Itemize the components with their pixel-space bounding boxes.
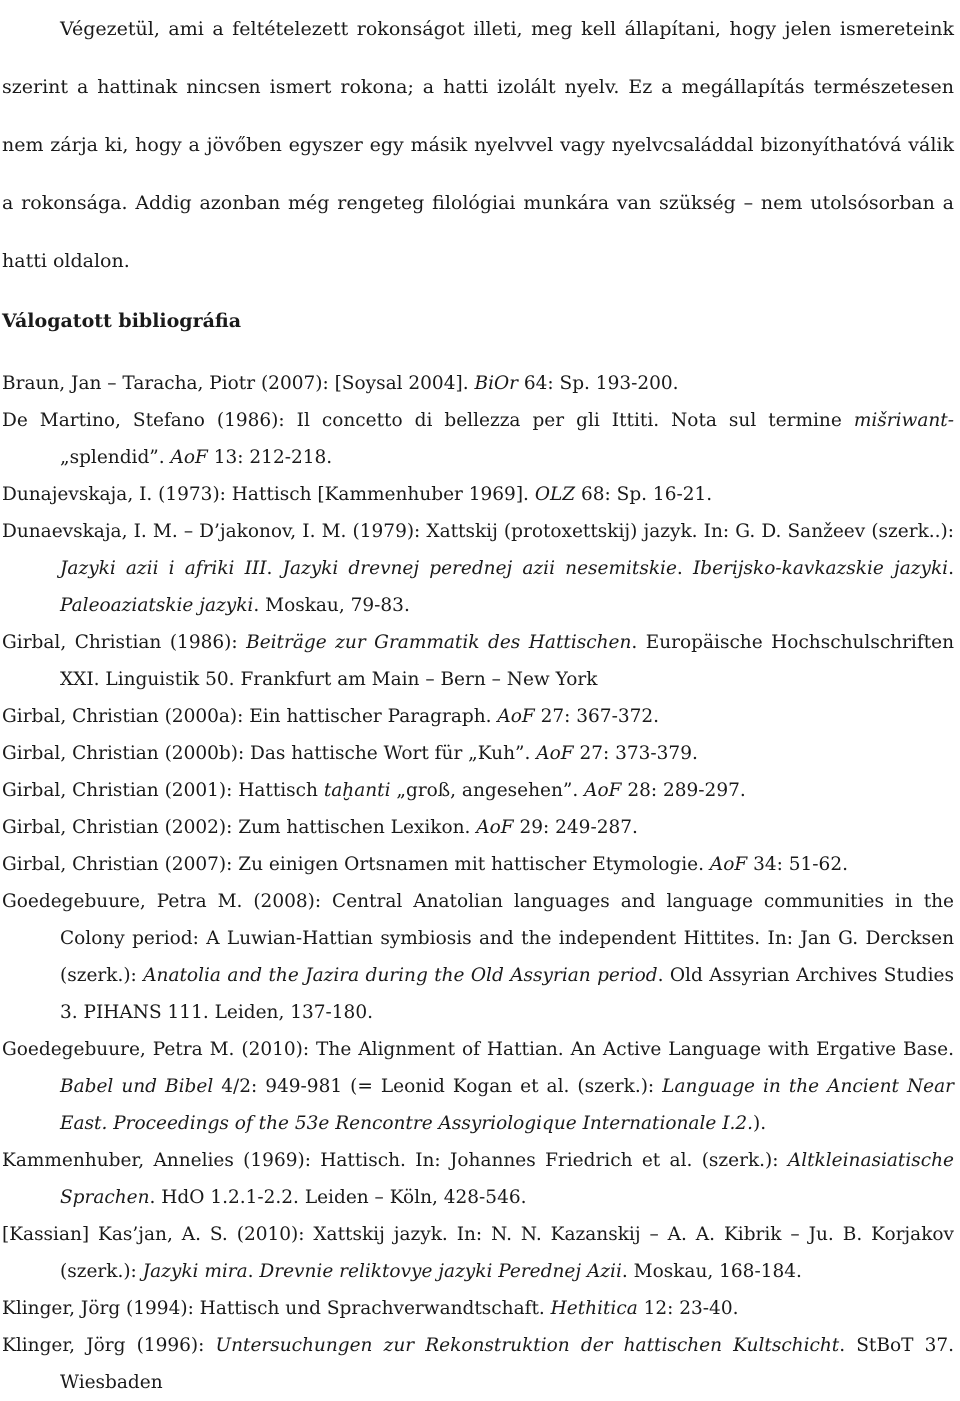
text-segment: . xyxy=(247,1261,260,1282)
text-segment: Girbal, Christian (1986): xyxy=(2,632,247,653)
bibliography-entry xyxy=(2,883,954,1031)
italic-title-segment: Altkleinasiatische Sprachen xyxy=(60,1150,954,1208)
bibliography-entry xyxy=(2,1031,954,1142)
italic-title-segment: BiOr xyxy=(474,373,518,394)
italic-title-segment: AoF xyxy=(536,743,574,764)
italic-title-segment: Hethitica xyxy=(550,1298,638,1319)
text-segment: Goedegebuure, Petra M. (2008): Central Anatolian languages and language communities in the Colony period: A Luwian-Hattian symbiosis and the independent Hittites. In: Jan G. Dercksen (szerk.): xyxy=(2,891,954,986)
text-segment: Girbal, Christian (2007): Zu einigen Ortsnamen mit hattischer Etymologie. xyxy=(2,854,710,875)
text-segment: 64: Sp. 193-200. xyxy=(518,373,679,394)
bibliography-entry xyxy=(2,698,954,735)
text-segment: 28: 289-297. xyxy=(621,780,746,801)
italic-title-segment: mišriwant- xyxy=(853,410,954,431)
italic-title-segment: Language in the Ancient Near East. Proceedings of the 53e Rencontre Assyriologique Internationale I.2. xyxy=(60,1076,954,1134)
italic-title-segment: Drevnie reliktovye jazyki Perednej Azii xyxy=(259,1261,622,1282)
text-segment: . HdO 1.2.1-2.2. Leiden – Köln, 428-546. xyxy=(149,1187,527,1208)
italic-title-segment: AoF xyxy=(709,854,748,875)
italic-title-segment: Anatolia and the Jazira during the Old Assyrian period xyxy=(143,965,658,986)
italic-title-segment: AoF xyxy=(584,780,622,801)
intro-paragraph: Végezetül, ami a feltételezett rokonságot illeti, meg kell állapítani, hogy jelen ismereteink szerint a hattinak nincsen ismert rokona; a hatti izolált nyelv. Ez a megállapítás természetesen nem zárja ki, hogy a jövőben egyszer egy másik nyelvvel vagy nyelvcsaláddal bizonyíthatóvá válik a rokonsága. Addig azonban még rengeteg filológiai munkára van szükség – nem utolsósorban a hatti oldalon. xyxy=(2,18,954,272)
italic-title-segment: AoF xyxy=(170,447,208,468)
text-segment: Girbal, Christian (2000a): Ein hattischer Paragraph. xyxy=(2,706,498,727)
italic-title-segment: Jazyki azii i afriki III xyxy=(60,558,267,579)
text-segment: 27: 367-372. xyxy=(534,706,660,727)
text-segment: . Old Assyrian Archives Studies 3. PIHANS 111. Leiden, 137-180. xyxy=(60,965,954,1023)
italic-title-segment: AoF xyxy=(497,706,535,727)
text-segment: . Europäische Hochschulschriften XXI. Linguistik 50. Frankfurt am Main – Bern – New York xyxy=(60,632,954,690)
italic-title-segment: Untersuchungen zur Rekonstruktion der hattischen Kultschicht xyxy=(215,1335,840,1356)
italic-title-segment: Iberijsko-kavkazskie jazyki xyxy=(692,558,949,579)
text-segment: Dunaevskaja, I. M. – D’jakonov, I. M. (1979): Xattskij (protoxettskij) jazyk. In: G. D. Sanžeev (szerk..): xyxy=(2,521,954,542)
bibliography-entry xyxy=(2,365,954,402)
italic-title-segment: taḫanti xyxy=(323,780,391,801)
bibliography-entry xyxy=(2,476,954,513)
text-segment: Goedegebuure, Petra M. (2010): The Alignment of Hattian. An Active Language with Ergative Base. xyxy=(2,1039,954,1060)
text-segment: 13: 212-218. xyxy=(207,447,333,468)
italic-title-segment: Jazyki drevnej perednej azii nesemitskie xyxy=(282,558,677,579)
bibliography-entry xyxy=(2,402,954,476)
text-segment: Braun, Jan – Taracha, Piotr (2007): [Soysal 2004]. xyxy=(2,373,475,394)
bibliography-entry xyxy=(2,809,954,846)
text-segment: . xyxy=(266,558,283,579)
text-segment: . xyxy=(676,558,693,579)
text-segment: Girbal, Christian (2002): Zum hattischen Lexikon. xyxy=(2,817,477,838)
text-segment: 27: 373-379. xyxy=(573,743,698,764)
text-segment: . Moskau, 79-83. xyxy=(253,595,410,616)
text-segment: ). xyxy=(753,1113,767,1134)
text-segment: Kammenhuber, Annelies (1969): Hattisch. In: Johannes Friedrich et al. (szerk.): xyxy=(2,1150,788,1171)
text-segment: 68: Sp. 16-21. xyxy=(575,484,713,505)
text-segment: . xyxy=(948,558,954,579)
text-segment: Klinger, Jörg (1996): xyxy=(2,1335,216,1356)
text-segment: „splendid”. xyxy=(60,447,171,468)
italic-title-segment: AoF xyxy=(476,817,514,838)
text-segment: . Moskau, 168-184. xyxy=(621,1261,802,1282)
italic-title-segment: Jazyki mira xyxy=(142,1261,248,1282)
bibliography-heading: Válogatott bibliográfia xyxy=(2,310,242,332)
bibliography-entry xyxy=(2,772,954,809)
bibliography-entry xyxy=(2,624,954,698)
text-segment: 12: 23-40. xyxy=(637,1298,739,1319)
italic-title-segment: Beiträge zur Grammatik des Hattischen xyxy=(246,632,632,653)
text-segment: Klinger, Jörg (1994): Hattisch und Sprachverwandtschaft. xyxy=(2,1298,551,1319)
italic-title-segment: Paleoaziatskie jazyki xyxy=(60,595,254,616)
text-segment: Dunajevskaja, I. (1973): Hattisch [Kammenhuber 1969]. xyxy=(2,484,535,505)
text-segment: Girbal, Christian (2001): Hattisch xyxy=(2,780,324,801)
text-segment: Girbal, Christian (2000b): Das hattische Wort für „Kuh”. xyxy=(2,743,537,764)
bibliography-entry xyxy=(2,846,954,883)
bibliography-entry xyxy=(2,1142,954,1216)
text-segment: [Kassian] Kas’jan, A. S. (2010): Xattskij jazyk. In: N. N. Kazanskij – A. A. Kibrik – Ju. B. Korjakov (szerk.): xyxy=(2,1224,954,1282)
bibliography-entry xyxy=(2,735,954,772)
bibliography-entry xyxy=(2,1216,954,1290)
text-segment: 34: 51-62. xyxy=(747,854,848,875)
text-segment: „groß, angesehen”. xyxy=(390,780,585,801)
bibliography-entry xyxy=(2,1327,954,1401)
text-segment: . StBoT 37. Wiesbaden xyxy=(60,1335,954,1393)
text-segment: De Martino, Stefano (1986): Il concetto di bellezza per gli Ittiti. Nota sul termine xyxy=(2,410,854,431)
bibliography-entry xyxy=(2,513,954,624)
italic-title-segment: Babel und Bibel xyxy=(60,1076,214,1097)
italic-title-segment: OLZ xyxy=(534,484,576,505)
text-segment: 4/2: 949-981 (= Leonid Kogan et al. (szerk.): xyxy=(213,1076,663,1097)
bibliography-entry xyxy=(2,1290,954,1327)
text-segment: 29: 249-287. xyxy=(513,817,638,838)
bibliography-list xyxy=(2,365,954,1401)
